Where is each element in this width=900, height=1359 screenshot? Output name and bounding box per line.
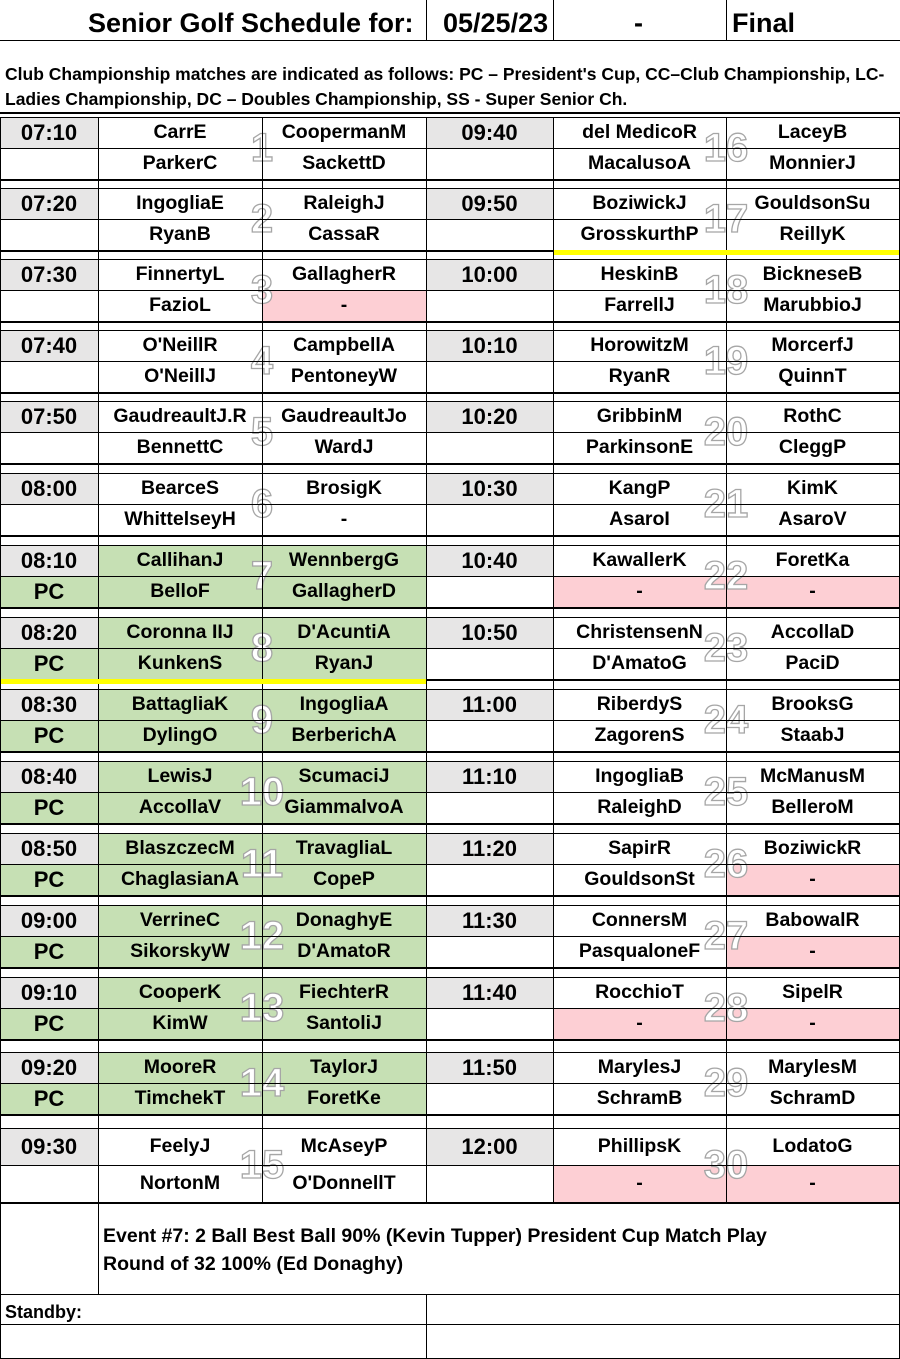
- player-name: KawallerK: [592, 549, 687, 571]
- championship-tag: [0, 504, 98, 535]
- row-divider: [0, 432, 426, 433]
- row-divider: [0, 330, 426, 331]
- row-divider: [0, 689, 426, 690]
- row-divider: [0, 1008, 426, 1009]
- player-name: TimchekT: [98, 1083, 262, 1114]
- empty-cell: [426, 148, 553, 179]
- player-name: KangP: [608, 477, 671, 499]
- player-name: FinnertyL: [135, 263, 225, 285]
- player-name: CassaR: [308, 223, 380, 245]
- player-name: D'AcuntiA: [262, 617, 426, 648]
- player-name: D'AmatoR: [262, 936, 426, 967]
- tee-time: 11:30: [426, 905, 553, 936]
- empty-cell: [426, 936, 553, 967]
- group-divider: [0, 607, 899, 609]
- row-divider: [426, 617, 899, 618]
- player-name: CarrE: [153, 121, 207, 143]
- tee-time: 09:30: [0, 1128, 98, 1165]
- row-divider: [426, 905, 899, 906]
- tee-time: 10:00: [426, 259, 553, 290]
- event-line-2: Round of 32 100% (Ed Donaghy): [103, 1253, 404, 1275]
- player-name: GiammalvoA: [262, 792, 426, 823]
- tee-time: 10:20: [426, 401, 553, 432]
- player-name: GouldsonSt: [584, 868, 695, 890]
- event-description: [103, 1222, 893, 1278]
- event-line-1: Event #7: 2 Ball Best Ball 90% (Kevin Tupper) President Cup Match Play: [103, 1225, 767, 1247]
- player-name: SapirR: [608, 837, 671, 859]
- tee-time: 11:40: [426, 977, 553, 1008]
- standby-label: Standby:: [5, 1302, 83, 1322]
- header-dash: -: [634, 8, 643, 38]
- header-divider: [553, 0, 554, 40]
- player-name: FeelyJ: [149, 1135, 211, 1157]
- row-divider: [426, 1165, 899, 1166]
- player-name: BerberichA: [262, 720, 426, 751]
- column-divider: [98, 1202, 99, 1294]
- player-name: IngogliaB: [595, 765, 684, 787]
- tee-time: 11:10: [426, 761, 553, 792]
- player-name: BrosigK: [306, 477, 382, 499]
- row-divider: [0, 977, 426, 978]
- tee-time: 10:30: [426, 473, 553, 504]
- player-name: GallagherR: [291, 263, 397, 285]
- tee-time: 09:40: [426, 117, 553, 148]
- championship-tag: [0, 290, 98, 321]
- player-name: PhillipsK: [597, 1135, 682, 1157]
- player-name: -: [340, 508, 348, 530]
- player-name: RyanR: [608, 365, 671, 387]
- row-divider: [426, 689, 899, 690]
- row-divider: [0, 1052, 426, 1053]
- player-name: BlaszczecM: [98, 833, 262, 864]
- tee-time: 08:30: [0, 689, 98, 720]
- player-name: TaylorJ: [262, 1052, 426, 1083]
- player-name: -: [726, 864, 899, 895]
- player-name: GribbinM: [596, 405, 683, 427]
- player-name: PentoneyW: [290, 365, 398, 387]
- player-name: O'DonnellT: [292, 1172, 396, 1194]
- player-name: WardJ: [314, 436, 374, 458]
- row-divider: [0, 905, 426, 906]
- player-name: BelloF: [98, 576, 262, 607]
- player-name: -: [726, 1008, 899, 1039]
- column-divider: [262, 117, 263, 1202]
- player-name: DylingO: [98, 720, 262, 751]
- player-name: ChristensenN: [576, 621, 703, 643]
- player-name: CooperK: [98, 977, 262, 1008]
- player-name: AsaroV: [778, 508, 847, 530]
- group-divider: [0, 823, 899, 825]
- championship-tag: PC: [0, 936, 98, 967]
- row-divider: [426, 290, 899, 291]
- row-divider: [426, 432, 899, 433]
- row-divider: [426, 576, 899, 577]
- championship-tag: PC: [0, 648, 98, 679]
- group-divider: [0, 1039, 899, 1041]
- row-divider: [0, 936, 426, 937]
- row-divider: [0, 648, 426, 649]
- player-name: BearceS: [140, 477, 220, 499]
- player-name: CoopermanM: [281, 121, 407, 143]
- player-name: IngogliaE: [136, 192, 224, 214]
- player-name: CampbellA: [293, 334, 395, 356]
- player-name: MooreR: [98, 1052, 262, 1083]
- player-name: DonaghyE: [262, 905, 426, 936]
- group-divider: [0, 179, 899, 181]
- group-divider: [0, 751, 899, 753]
- row-divider: [426, 792, 899, 793]
- player-name: -: [553, 1165, 726, 1202]
- row-divider: [0, 833, 426, 834]
- row-divider: [0, 761, 426, 762]
- championship-tag: PC: [0, 792, 98, 823]
- tee-time: 07:50: [0, 401, 98, 432]
- row-divider: [0, 219, 426, 220]
- championship-tag: [0, 219, 98, 250]
- group-divider: [0, 535, 899, 537]
- row-divider: [0, 1324, 899, 1325]
- player-name: MonnierJ: [769, 152, 856, 174]
- schedule-header: [0, 0, 900, 41]
- player-name: MacalusoA: [588, 152, 691, 174]
- player-name: SikorskyW: [98, 936, 262, 967]
- player-name: MarylesM: [768, 1056, 857, 1078]
- row-divider: [426, 936, 899, 937]
- player-name: Coronna IIJ: [98, 617, 262, 648]
- player-name: CopeP: [262, 864, 426, 895]
- player-name: RaleighJ: [303, 192, 385, 214]
- player-name: TravagliaL: [262, 833, 426, 864]
- player-name: RocchioT: [595, 981, 684, 1003]
- row-divider: [426, 401, 899, 402]
- empty-cell: [426, 1083, 553, 1114]
- player-name: RaleighD: [597, 796, 682, 818]
- row-divider: [426, 1052, 899, 1053]
- player-name: MarubbioJ: [763, 294, 862, 316]
- row-divider: [426, 833, 899, 834]
- player-name: BennettC: [136, 436, 224, 458]
- row-divider: [426, 219, 899, 220]
- player-name: -: [553, 576, 726, 607]
- tee-time: 07:30: [0, 259, 98, 290]
- player-name: ChaglasianA: [98, 864, 262, 895]
- row-divider: [0, 1165, 426, 1166]
- championship-tag: [0, 1165, 98, 1202]
- tee-time: 10:50: [426, 617, 553, 648]
- group-divider: [0, 321, 899, 323]
- row-divider: [426, 148, 899, 149]
- player-name: MarylesJ: [597, 1056, 682, 1078]
- empty-cell: [426, 792, 553, 823]
- row-divider: [0, 1294, 899, 1295]
- player-name: MorcerfJ: [771, 334, 854, 356]
- tee-time: 12:00: [426, 1128, 553, 1165]
- tee-time: 09:00: [0, 905, 98, 936]
- tee-time: 09:10: [0, 977, 98, 1008]
- legend-text: Club Championship matches are indicated as follows: PC – President's Cup, CC–Club Championship, LC- Ladies Championship, DC – Doubles Championship, SS - Super Senior Ch.: [5, 64, 885, 109]
- row-divider: [426, 188, 899, 189]
- player-name: IngogliaA: [262, 689, 426, 720]
- tee-time: 07:20: [0, 188, 98, 219]
- group-divider: [0, 1114, 899, 1116]
- player-name: GouldsonSu: [754, 192, 871, 214]
- player-name: -: [262, 290, 426, 321]
- player-name: McAseyP: [300, 1135, 388, 1157]
- empty-cell: [426, 432, 553, 463]
- player-name: GaudreaultJo: [281, 405, 407, 427]
- player-name: McManusM: [759, 765, 866, 787]
- column-divider: [553, 117, 554, 1202]
- row-divider: [426, 330, 899, 331]
- player-name: BelleroM: [771, 796, 854, 818]
- row-divider: [0, 188, 426, 189]
- player-name: HeskinB: [600, 263, 679, 285]
- group-divider: [0, 392, 899, 394]
- player-name: FiechterR: [262, 977, 426, 1008]
- player-name: StaabJ: [780, 724, 845, 746]
- championship-tag: PC: [0, 1083, 98, 1114]
- row-divider: [0, 792, 426, 793]
- championship-legend: [0, 40, 900, 114]
- player-name: GrosskurthP: [580, 223, 699, 245]
- player-name: SipelR: [782, 981, 843, 1003]
- highlight-line: [554, 250, 899, 255]
- player-name: RyanJ: [262, 648, 426, 679]
- row-divider: [426, 648, 899, 649]
- player-name: CallihanJ: [98, 545, 262, 576]
- empty-cell: [426, 219, 553, 250]
- row-divider: [426, 1128, 899, 1129]
- row-divider: [0, 576, 426, 577]
- row-divider: [426, 545, 899, 546]
- player-name: BoziwickJ: [592, 192, 687, 214]
- row-divider: [426, 504, 899, 505]
- player-name: AccollaD: [770, 621, 855, 643]
- row-divider: [426, 473, 899, 474]
- player-name: ZagorenS: [594, 724, 685, 746]
- player-name: BoziwickR: [763, 837, 862, 859]
- player-name: -: [726, 1165, 899, 1202]
- player-name: WennbergG: [262, 545, 426, 576]
- row-divider: [0, 1128, 426, 1129]
- row-divider: [0, 504, 426, 505]
- tee-time: 11:00: [426, 689, 553, 720]
- empty-cell: [426, 576, 553, 607]
- row-divider: [0, 1083, 426, 1084]
- row-divider: [0, 473, 426, 474]
- row-divider: [426, 977, 899, 978]
- tee-time: 07:40: [0, 330, 98, 361]
- player-name: ParkerC: [142, 152, 218, 174]
- player-name: ParkinsonE: [585, 436, 694, 458]
- player-name: D'AmatoG: [592, 652, 687, 674]
- player-name: BrooksG: [771, 693, 854, 715]
- player-name: ScumaciJ: [262, 761, 426, 792]
- player-name: LaceyB: [777, 121, 848, 143]
- row-divider: [426, 259, 899, 260]
- player-name: QuinnT: [778, 365, 847, 387]
- player-name: KimK: [787, 477, 838, 499]
- tee-time: 11:20: [426, 833, 553, 864]
- player-name: ForetKe: [262, 1083, 426, 1114]
- player-name: KunkenS: [98, 648, 262, 679]
- player-name: CleggP: [778, 436, 847, 458]
- championship-tag: PC: [0, 576, 98, 607]
- row-divider: [0, 148, 426, 149]
- row-divider: [426, 117, 899, 118]
- player-name: VerrineC: [98, 905, 262, 936]
- empty-cell: [426, 504, 553, 535]
- player-name: HorowitzM: [590, 334, 689, 356]
- tee-time: 09:20: [0, 1052, 98, 1083]
- player-name: O'NeillJ: [144, 365, 216, 387]
- player-name: RothC: [783, 405, 842, 427]
- header-divider: [426, 0, 427, 40]
- empty-cell: [426, 864, 553, 895]
- row-divider: [426, 864, 899, 865]
- player-name: RyanB: [149, 223, 211, 245]
- player-name: AsaroI: [609, 508, 670, 530]
- tee-time: 08:40: [0, 761, 98, 792]
- group-divider: [0, 463, 899, 465]
- column-divider: [426, 1294, 427, 1358]
- empty-cell: [426, 648, 553, 679]
- player-name: BickneseB: [762, 263, 863, 285]
- row-divider: [426, 1008, 899, 1009]
- tee-time: 09:50: [426, 188, 553, 219]
- row-divider: [426, 761, 899, 762]
- player-name: ConnersM: [591, 909, 688, 931]
- player-name: WhittelseyH: [124, 508, 236, 530]
- row-divider: [426, 720, 899, 721]
- column-divider: [0, 117, 1, 1202]
- row-divider: [0, 1202, 899, 1203]
- player-name: del MedicoR: [582, 121, 697, 143]
- player-name: SackettD: [302, 152, 386, 174]
- tee-time: 11:50: [426, 1052, 553, 1083]
- column-divider: [98, 117, 99, 1202]
- player-name: FarrellJ: [604, 294, 675, 316]
- column-divider: [0, 1202, 1, 1359]
- player-name: O'NeillR: [142, 334, 218, 356]
- player-name: RiberdyS: [596, 693, 683, 715]
- player-name: PaciD: [785, 652, 840, 674]
- empty-cell: [426, 1008, 553, 1039]
- page-title: Senior Golf Schedule for:: [88, 8, 414, 38]
- player-name: -: [726, 576, 899, 607]
- player-name: AccollaV: [98, 792, 262, 823]
- player-name: -: [553, 1008, 726, 1039]
- column-divider: [726, 117, 727, 1202]
- group-divider: [0, 895, 899, 897]
- championship-tag: PC: [0, 720, 98, 751]
- player-name: GaudreaultJ.R: [113, 405, 247, 427]
- column-divider: [426, 117, 427, 1202]
- schedule-status: Final: [732, 8, 796, 38]
- header-divider: [726, 0, 727, 40]
- row-divider: [0, 117, 426, 118]
- player-name: NortonM: [139, 1172, 221, 1194]
- player-name: BattagliaK: [98, 689, 262, 720]
- player-name: BabowalR: [765, 909, 860, 931]
- player-name: -: [726, 936, 899, 967]
- row-divider: [0, 617, 426, 618]
- highlight-line: [1, 679, 426, 684]
- tee-time: 10:40: [426, 545, 553, 576]
- player-name: ForetKa: [775, 549, 850, 571]
- tee-time: 10:10: [426, 330, 553, 361]
- championship-tag: PC: [0, 1008, 98, 1039]
- schedule-date: 05/25/23: [443, 8, 549, 38]
- player-name: SchramD: [769, 1087, 856, 1109]
- tee-time: 08:20: [0, 617, 98, 648]
- row-divider: [0, 290, 426, 291]
- player-name: PasqualoneF: [578, 940, 701, 962]
- tee-time: 07:10: [0, 117, 98, 148]
- empty-cell: [426, 720, 553, 751]
- player-name: KimW: [98, 1008, 262, 1039]
- tee-time: 08:00: [0, 473, 98, 504]
- player-name: LodatoG: [772, 1135, 853, 1157]
- championship-tag: [0, 432, 98, 463]
- row-divider: [0, 864, 426, 865]
- row-divider: [0, 259, 426, 260]
- row-divider: [0, 361, 426, 362]
- empty-cell: [426, 1165, 553, 1202]
- player-name: SchramB: [596, 1087, 683, 1109]
- row-divider: [0, 720, 426, 721]
- player-name: SantoliJ: [262, 1008, 426, 1039]
- tee-time: 08:10: [0, 545, 98, 576]
- tee-time: 08:50: [0, 833, 98, 864]
- empty-cell: [426, 290, 553, 321]
- championship-tag: [0, 148, 98, 179]
- championship-tag: [0, 361, 98, 392]
- row-divider: [0, 401, 426, 402]
- player-name: GallagherD: [262, 576, 426, 607]
- empty-cell: [426, 361, 553, 392]
- group-divider: [0, 967, 899, 969]
- player-name: ReillyK: [779, 223, 846, 245]
- player-name: LewisJ: [98, 761, 262, 792]
- championship-tag: PC: [0, 864, 98, 895]
- player-name: FazioL: [149, 294, 211, 316]
- row-divider: [426, 1083, 899, 1084]
- row-divider: [0, 545, 426, 546]
- row-divider: [426, 361, 899, 362]
